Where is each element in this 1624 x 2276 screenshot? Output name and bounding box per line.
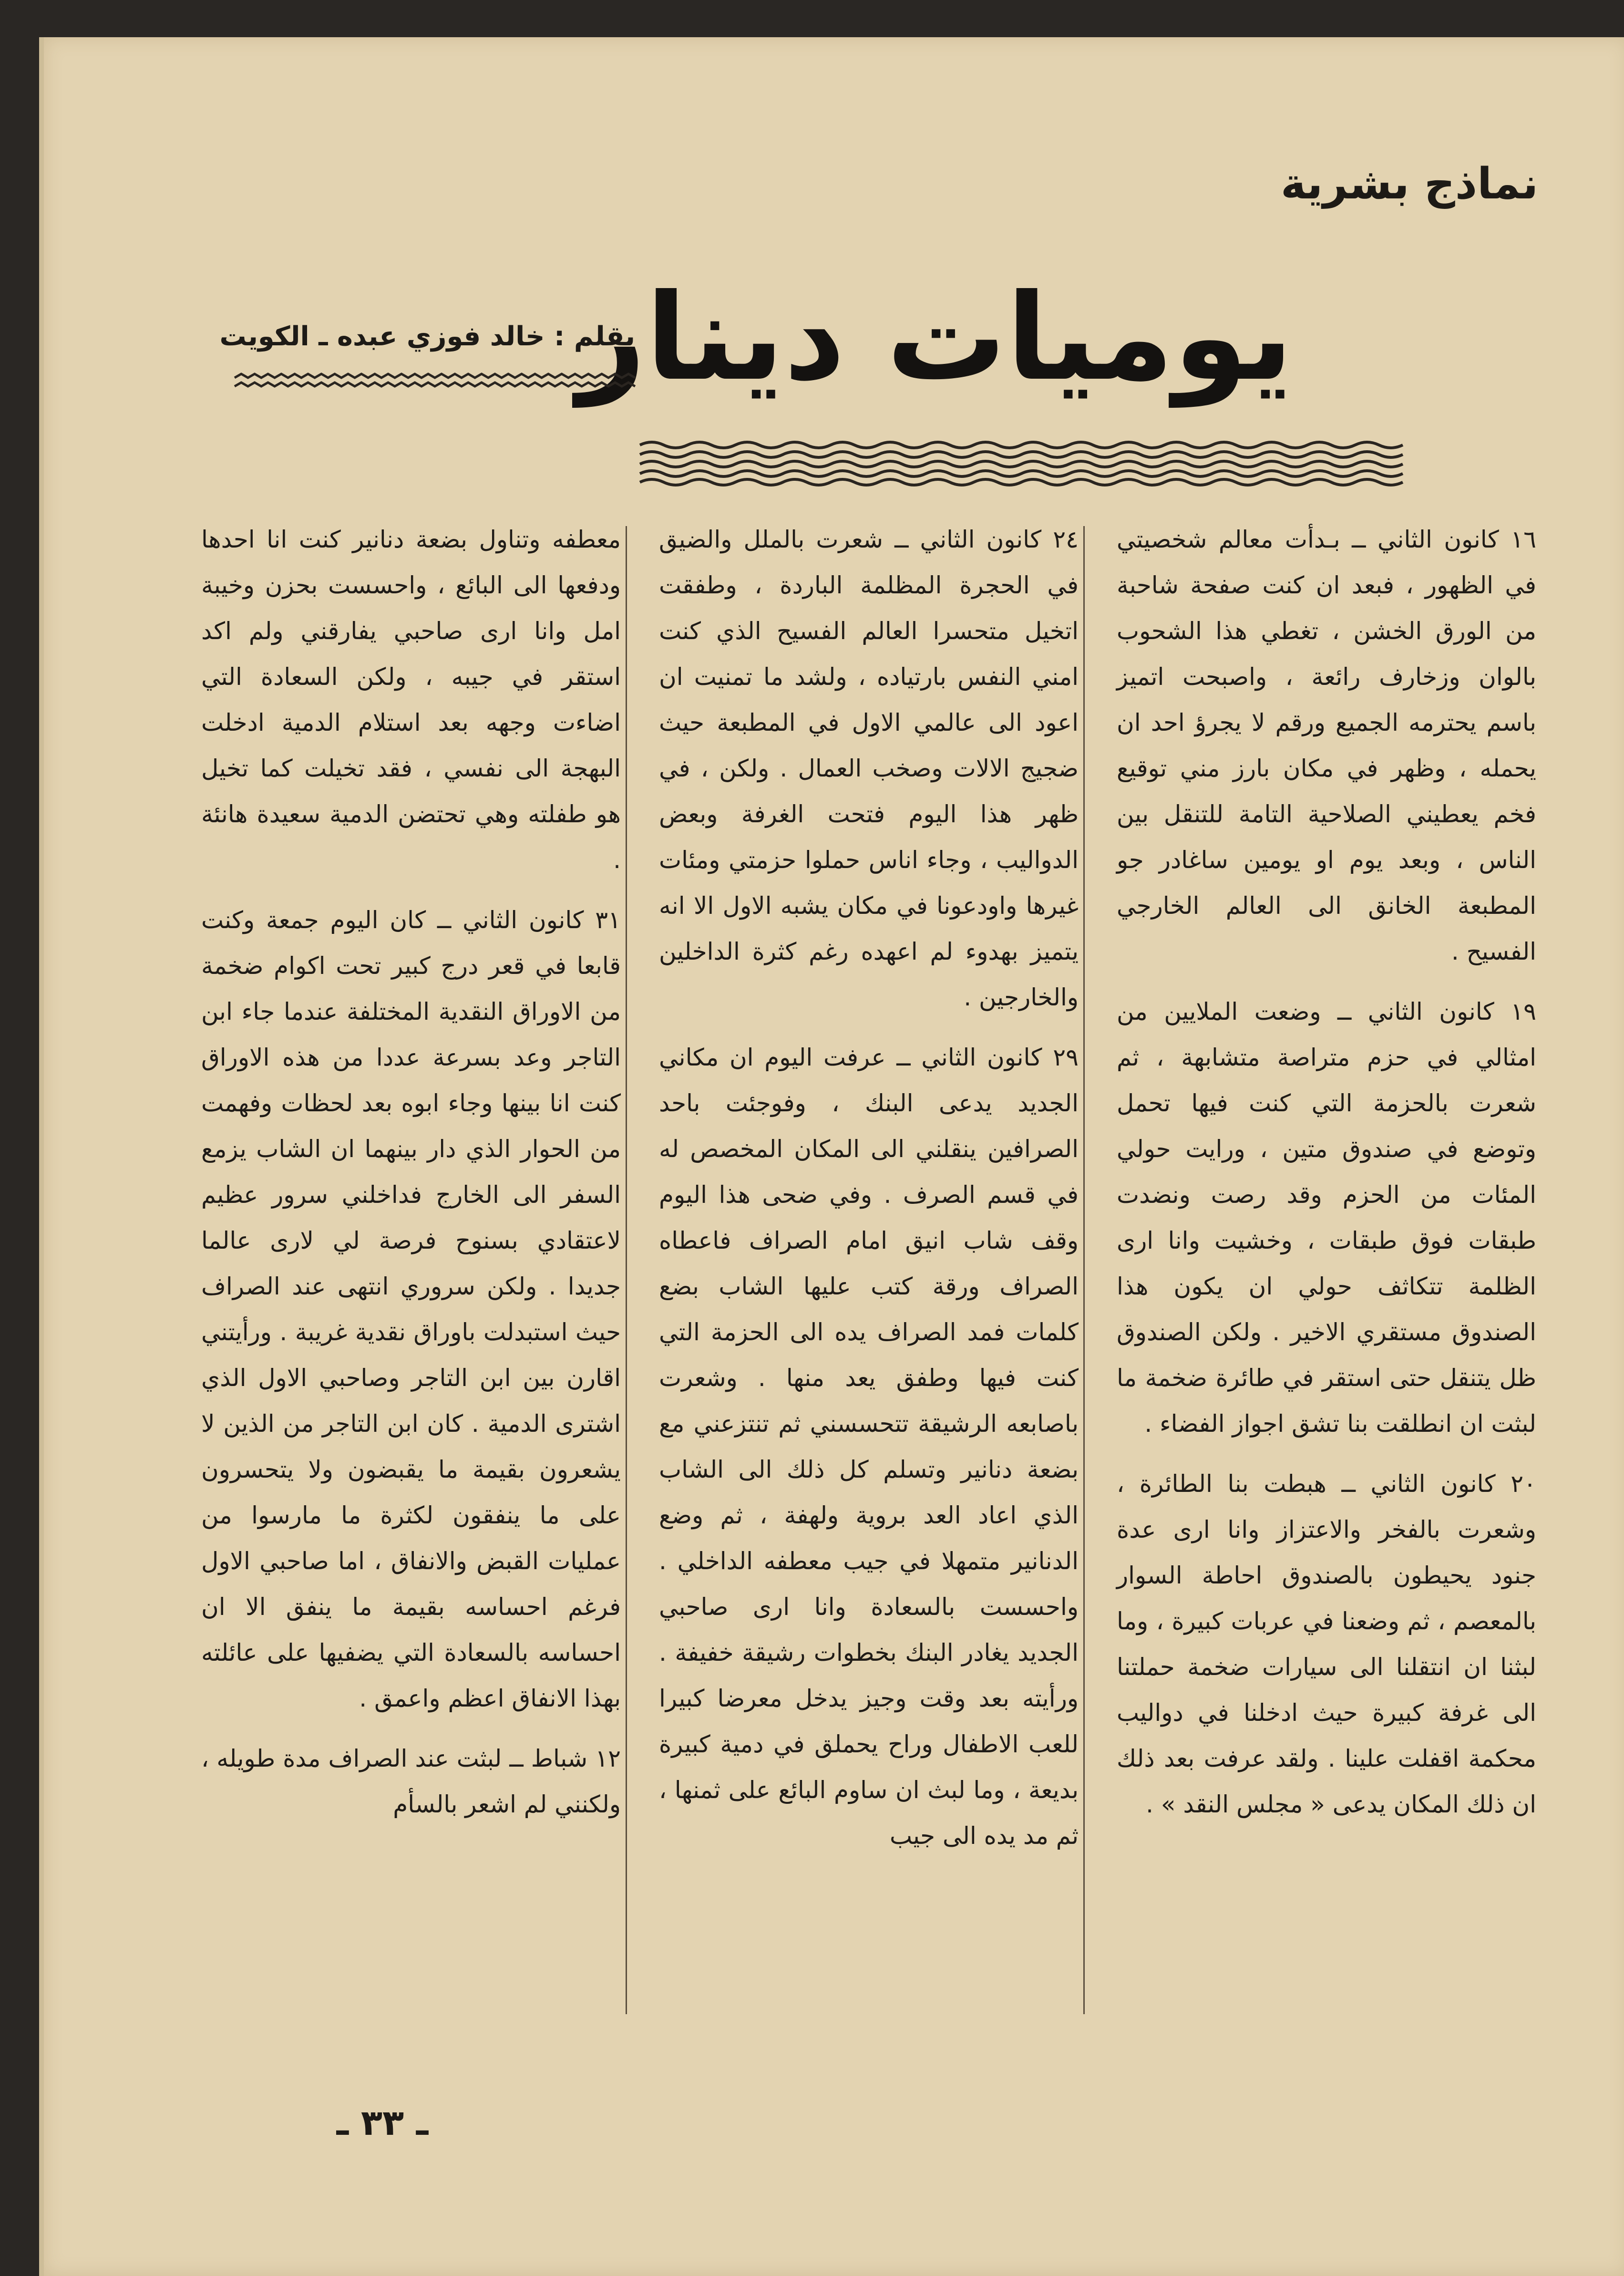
- paragraph: ٣١ كانون الثاني ــ كان اليوم جمعة وكنت قابعا في قعر درج كبير تحت اكوام ضخمة من الاوراق النقدية المختلفة عندما جاء ابن التاجر وعد بسرعة عددا من هذه الاوراق كنت انا بينها وجاء ابوه بعد لحظات وفهمت من الحوار الذي دار بينهما ان الشاب يزمع السفر الى الخارج فداخلني سرور عظيم لاعتقادي بسنوح فرصة لي لارى عالما جديدا . ولكن سروري انتهى عند الصراف حيث استبدلت باوراق نقدية غريبة . ورأيتني اقارن بين ابن التاجر وصاحبي الاول الذي اشترى الدمية . كان ابن التاجر من الذين لا يشعرون بقيمة ما يقبضون ولا يتحسرون على ما ينفقون لكثرة ما مارسوا من عمليات القبض والانفاق ، اما صاحبي الاول فرغم احساسه بقيمة ما ينفق الا ان احساسه بالسعادة التي يضفيها على عائلته بهذا الانفاق اعظم واعمق .: [201, 906, 621, 1712]
- paragraph: ١٩ كانون الثاني ــ وضعت الملايين من امثالي في حزم متراصة متشابهة ، ثم شعرت بالحزمة التي كنت فيها تحمل وتوضع في صندوق متين ، ورايت حولي المئات من الحزم وقد رصت ونضدت طبقات فوق طبقات ، وخشيت وانا ارى الظلمة تتكاثف حولي ان يكون هذا الصندوق مستقري الاخير . ولكن الصندوق ظل يتنقل حتى استقر في طائرة ضخمة ما لبثت ان انطلقت بنا تشق اجواز الفضاء .: [1117, 998, 1536, 1438]
- section-label: نماذج بشرية: [1280, 159, 1538, 209]
- column-1: [1117, 517, 1536, 2043]
- article-body: [201, 517, 1536, 2043]
- paragraph: ٢٩ كانون الثاني ــ عرفت اليوم ان مكاني الجديد يدعى البنك ، وفوجئت باحد الصرافين ينقلني الى المكان المخصص له في قسم الصرف . وفي ضحى هذا اليوم وقف شاب انيق امام الصراف فاعطاه الصراف ورقة كتب عليها الشاب بضع كلمات فمد الصراف يده الى الحزمة التي كنت فيها وطفق يعد منها . وشعرت باصابعه الرشيقة تتحسسني ثم تنتزعني مع بضعة دنانير وتسلم كل ذلك الى الشاب الذي اعاد العد بروية ولهفة ، ثم وضع الدنانير متمهلا في جيب معطفه الداخلي . واحسست بالسعادة وانا ارى صاحبي الجديد يغادر البنك بخطوات رشيقة خفيفة . ورأيته بعد وقت وجيز يدخل معرضا كبيرا للعب الاطفال وراح يحملق في دمية كبيرة بديعة ، وما لبث ان ساوم البائع على ثمنها ، ثم مد يده الى جيب: [659, 1044, 1079, 1850]
- paragraph: ١٦ كانون الثاني ــ بـدأت معالم شخصيتي في الظهور ، فبعد ان كنت صفحة شاحبة من الورق الخشن ، تغطي هذا الشحوب بالوان وزخارف رائعة ، واصبحت اتميز باسم يحترمه الجميع ورقم لا يجرؤ احد ان يحمله ، وظهر في مكان بارز مني توقيع فخم يعطيني الصلاحية التامة للتنقل بين الناس ، وبعد يوم او يومين ساغادر جو المطبعة الخانق الى العالم الخارجي الفسيح .: [1117, 526, 1536, 965]
- paragraph: ٢٠ كانون الثاني ــ هبطت بنا الطائرة ، وشعرت بالفخر والاعتزاز وانا ارى عدة جنود يحيطون بالصندوق احاطة السوار بالمعصم ، ثم وضعنا في عربات كبيرة ، وما لبثنا ان انتقلنا الى سيارات ضخمة حملتنا الى غرفة كبيرة حيث ادخلنا في دواليب محكمة اقفلت علينا . ولقد عرفت بعد ذلك ان ذلك المكان يدعى « مجلس النقد » .: [1117, 1470, 1536, 1818]
- page-number: ـ ٣٣ ـ: [336, 2102, 429, 2143]
- masthead: [577, 261, 1293, 419]
- article-title: يوميات دينار: [577, 268, 1293, 407]
- byline: بقلم : خالد فوزي عبده ـ الكويت: [219, 321, 635, 352]
- column-divider: [1083, 526, 1085, 2014]
- byline-zigzag-rule: [235, 371, 635, 390]
- paragraph: ٢٤ كانون الثاني ــ شعرت بالملل والضيق في الحجرة المظلمة الباردة ، وطفقت اتخيل متحسرا العالم الفسيح الذي كنت امني النفس بارتياده ، ولشد ما تمنيت ان اعود الى عالمي الاول في المطبعة حيث ضجيج الالات وصخب العمال . ولكن ، في ظهر هذا اليوم فتحت الغرفة وبعض الدواليب ، وجاء اناس حملوا حزمتي ومئات غيرها واودعونا في مكان يشبه الاول الا انه يتميز بهدوء لم اعهده رغم كثرة الداخلين والخارجين .: [659, 526, 1079, 1011]
- column-3: [201, 517, 621, 2043]
- column-2: [659, 517, 1079, 2043]
- magazine-page: [39, 37, 1624, 2276]
- column-divider: [626, 526, 627, 2014]
- title-wave-rule: [640, 438, 1403, 486]
- paragraph: معطفه وتناول بضعة دنانير كنت انا احدها ودفعها الى البائع ، واحسست بحزن وخيبة امل وانا ارى صاحبي يفارقني ولم اكد استقر في جيبه ، ولكن السعادة التي اضاءت وجهه بعد استلام الدمية ادخلت البهجة الى نفسي ، فقد تخيلت كما تخيل هو طفلته وهي تحتضن الدمية سعيدة هانئة .: [201, 526, 621, 874]
- paragraph: ١٢ شباط ــ لبثت عند الصراف مدة طويله ، ولكنني لم اشعر بالسأم: [201, 1745, 621, 1818]
